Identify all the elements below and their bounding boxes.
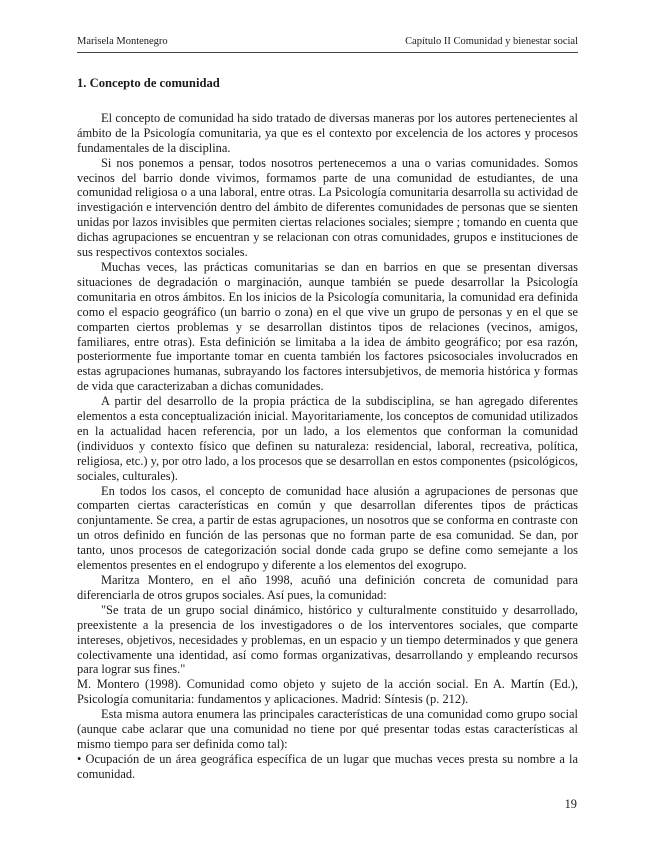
running-header <box>77 34 578 53</box>
page-body <box>77 76 578 782</box>
page-number: 19 <box>564 797 577 811</box>
body-paragraph: Esta misma autora enumera las principales características de una comunidad como grupo social (aunque cabe aclarar que una comunidad no tiene por qué presentar todas estas características al mismo tiempo para ser definida como tal): <box>77 707 578 751</box>
header-chapter: Capítulo II Comunidad y bienestar social <box>405 36 578 47</box>
body-paragraph: Maritza Montero, en el año 1998, acuñó una definición concreta de comunidad para diferenciarla de otros grupos sociales. Así pues, la comunidad: <box>77 573 578 602</box>
body-paragraph: En todos los casos, el concepto de comunidad hace alusión a agrupaciones de personas que comparten ciertas características en común y que desarrollan diferentes tipos de prácticas conjuntamente. Se crea, a partir de estas agrupaciones, un nosotros que se conforma en contraste con un otros definido en función de las personas que no forman parte de esa comunidad. Se dan, por tanto, unos procesos de categorización social donde cada grupo se define como semejante a los elementos presentes en el endogrupo y diferente a los elementos del exogrupo. <box>77 483 578 573</box>
citation: M. Montero (1998). Comunidad como objeto y sujeto de la acción social. En A. Martín (Ed.), Psicología comunitaria: fundamentos y aplicaciones. Madrid: Síntesis (p. 212). <box>77 677 578 707</box>
body-paragraph: El concepto de comunidad ha sido tratado de diversas maneras por los autores pertenecientes al ámbito de la Psicología comunitaria, ya que es el contexto por excelencia de los actores y procesos fundamentales de la disciplina. <box>77 110 578 155</box>
block-quote: "Se trata de un grupo social dinámico, histórico y culturalmente constituido y desarrollado, preexistente a la presencia de los investigadores o de los interventores sociales, que comparte intereses, objetivos, necesidades y problemas, en un espacio y un tiempo determinados y que genera colectivamente una identidad, así como formas organizativas, desarrollando y empleando recursos para lograr sus fines." <box>77 602 578 677</box>
section-title: 1. Concepto de comunidad <box>77 76 220 90</box>
body-paragraph: Muchas veces, las prácticas comunitarias se dan en barrios en que se presentan diversas situaciones de degradación o marginación, aunque también se puede desarrollar la Psicología comunitaria en otros ámbitos. En los inicios de la Psicología comunitaria, la comunidad era definida como el espacio geográfico (un barrio o zona) en el que vive un grupo de personas y en el que se comparten ciertos problemas y se desarrollan distintos tipos de relaciones (vecinos, amigos, familiares, entre otras). Esta definición se limitaba a la idea de ámbito geográfico; por esa razón, posteriormente fue importante tomar en cuenta también los factores psicosociales involucrados en estas agrupaciones humanas, subrayando los factores intersubjetivos, de memoria histórica y formas de vida que caracterizaban a dichas comunidades. <box>77 259 578 394</box>
bullet-item: • Ocupación de un área geográfica específica de un lugar que muchas veces presta su nombre a la comunidad. <box>77 751 578 781</box>
body-paragraph: A partir del desarrollo de la propia práctica de la subdisciplina, se han agregado diferentes elementos a esta conceptualización inicial. Mayoritariamente, los conceptos de comunidad utilizados en la actualidad hacen referencia, por un lado, a los elementos que conforman la comunidad (individuos y contexto físico que definen su naturaleza: residencial, laboral, recreativa, política, religiosa, etc.) y, por otro lado, a los procesos que se desarrollan en estos componentes (psicológicos, sociales, culturales). <box>77 394 578 483</box>
body-paragraph: Si nos ponemos a pensar, todos nosotros pertenecemos a una o varias comunidades. Somos vecinos del barrio donde vivimos, formamos parte de una comunidad de estudiantes, de una comunidad religiosa o a una laboral, entre otras. La Psicología comunitaria desarrolla su actividad de investigación e intervención dentro del ámbito de diferentes comunidades de personas que se sienten unidas por lazos invisibles que permiten ciertas relaciones sociales; siempre ; tomando en cuenta que dichas agrupaciones se encuentran y se relacionan con otras comunidades, grupos e instituciones de sus respectivos contextos sociales. <box>77 155 578 260</box>
header-author: Marisela Montenegro <box>77 36 168 47</box>
